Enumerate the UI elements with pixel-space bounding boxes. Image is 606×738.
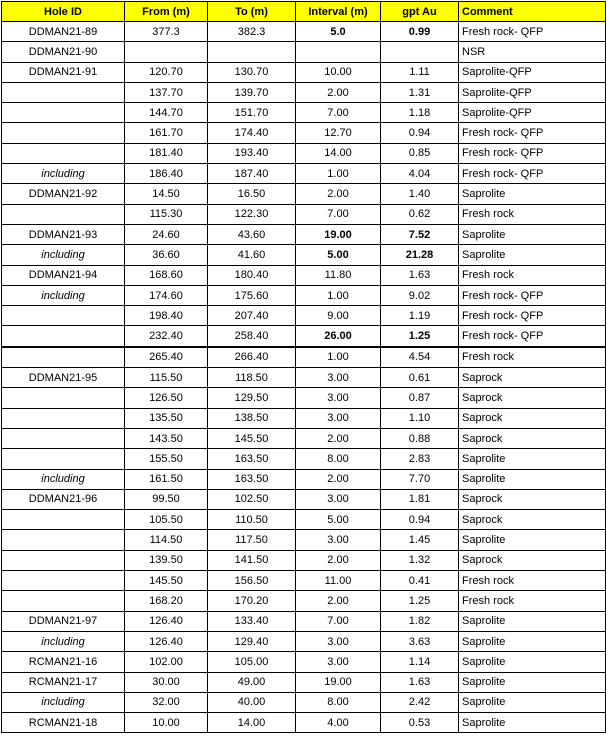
table-row <box>2 204 606 224</box>
cell-hole-id <box>2 143 125 163</box>
cell-comment: Saprock <box>459 368 606 388</box>
table-row <box>2 692 606 712</box>
cell-to: 16.50 <box>208 184 296 204</box>
cell-hole-id: including <box>2 164 125 184</box>
cell-hole-id <box>2 591 125 611</box>
cell-to: 180.40 <box>208 265 296 285</box>
cell-interval: 2.00 <box>296 550 381 570</box>
cell-interval: 11.00 <box>296 571 381 591</box>
table-row <box>2 510 606 530</box>
cell-gpt-au: 1.18 <box>381 103 459 123</box>
cell-interval: 7.00 <box>296 611 381 631</box>
cell-to: 145.50 <box>208 428 296 448</box>
cell-to: 193.40 <box>208 143 296 163</box>
cell-comment: Saprolite <box>459 713 606 733</box>
cell-interval: 1.00 <box>296 347 381 368</box>
cell-hole-id <box>2 449 125 469</box>
cell-to: 170.20 <box>208 591 296 611</box>
table-row <box>2 326 606 347</box>
cell-gpt-au: 1.32 <box>381 550 459 570</box>
cell-comment: Fresh rock- QFP <box>459 22 606 42</box>
cell-to <box>208 42 296 62</box>
cell-hole-id <box>2 123 125 143</box>
table-row <box>2 42 606 62</box>
cell-to: 382.3 <box>208 22 296 42</box>
cell-hole-id: DDMAN21-90 <box>2 42 125 62</box>
cell-comment: NSR <box>459 42 606 62</box>
cell-from: 14.50 <box>125 184 208 204</box>
cell-gpt-au: 4.04 <box>381 164 459 184</box>
cell-to: 40.00 <box>208 692 296 712</box>
cell-comment: Saprolite <box>459 469 606 489</box>
table-row <box>2 489 606 509</box>
cell-comment: Fresh rock <box>459 265 606 285</box>
cell-hole-id: including <box>2 692 125 712</box>
cell-hole-id <box>2 428 125 448</box>
cell-gpt-au: 3.63 <box>381 631 459 651</box>
cell-to: 163.50 <box>208 449 296 469</box>
cell-comment: Fresh rock- QFP <box>459 285 606 305</box>
cell-interval: 1.00 <box>296 285 381 305</box>
cell-to: 102.50 <box>208 489 296 509</box>
cell-comment: Saprock <box>459 428 606 448</box>
cell-interval: 19.00 <box>296 672 381 692</box>
cell-hole-id: DDMAN21-92 <box>2 184 125 204</box>
cell-comment: Fresh rock- QFP <box>459 326 606 347</box>
cell-gpt-au: 1.11 <box>381 62 459 82</box>
cell-interval: 11.80 <box>296 265 381 285</box>
cell-from: 126.40 <box>125 611 208 631</box>
cell-to: 141.50 <box>208 550 296 570</box>
cell-interval: 12.70 <box>296 123 381 143</box>
cell-from: 114.50 <box>125 530 208 550</box>
table-row <box>2 571 606 591</box>
cell-hole-id: RCMAN21-18 <box>2 713 125 733</box>
cell-hole-id <box>2 103 125 123</box>
cell-from: 161.70 <box>125 123 208 143</box>
header-to: To (m) <box>208 2 296 22</box>
cell-from: 168.60 <box>125 265 208 285</box>
cell-to: 133.40 <box>208 611 296 631</box>
cell-interval: 1.00 <box>296 164 381 184</box>
cell-to: 151.70 <box>208 103 296 123</box>
cell-from: 168.20 <box>125 591 208 611</box>
cell-to: 138.50 <box>208 408 296 428</box>
cell-interval: 8.00 <box>296 692 381 712</box>
cell-comment: Saprolite <box>459 184 606 204</box>
cell-interval: 26.00 <box>296 326 381 347</box>
header-row <box>2 2 606 22</box>
cell-comment: Saprock <box>459 388 606 408</box>
cell-hole-id <box>2 347 125 368</box>
cell-from: 139.50 <box>125 550 208 570</box>
cell-comment: Fresh rock <box>459 591 606 611</box>
cell-hole-id <box>2 82 125 102</box>
cell-from: 181.40 <box>125 143 208 163</box>
table-row <box>2 82 606 102</box>
cell-comment: Saprolite <box>459 672 606 692</box>
cell-interval: 2.00 <box>296 591 381 611</box>
cell-interval: 7.00 <box>296 204 381 224</box>
cell-gpt-au: 9.02 <box>381 285 459 305</box>
table-row <box>2 631 606 651</box>
cell-comment: Saprock <box>459 550 606 570</box>
cell-hole-id: including <box>2 469 125 489</box>
cell-to: 129.50 <box>208 388 296 408</box>
cell-interval: 5.00 <box>296 510 381 530</box>
cell-gpt-au: 1.25 <box>381 591 459 611</box>
table-row <box>2 347 606 368</box>
table-row <box>2 428 606 448</box>
cell-hole-id: RCMAN21-16 <box>2 652 125 672</box>
cell-from: 137.70 <box>125 82 208 102</box>
cell-from: 126.40 <box>125 631 208 651</box>
cell-from: 115.50 <box>125 368 208 388</box>
table-row <box>2 164 606 184</box>
cell-to: 266.40 <box>208 347 296 368</box>
table-row <box>2 184 606 204</box>
cell-comment: Saprock <box>459 408 606 428</box>
cell-to: 130.70 <box>208 62 296 82</box>
table-row <box>2 591 606 611</box>
cell-comment: Fresh rock- QFP <box>459 143 606 163</box>
cell-interval: 14.00 <box>296 143 381 163</box>
cell-hole-id <box>2 530 125 550</box>
table-row <box>2 265 606 285</box>
cell-gpt-au: 1.45 <box>381 530 459 550</box>
cell-gpt-au: 1.82 <box>381 611 459 631</box>
cell-to: 117.50 <box>208 530 296 550</box>
cell-from: 186.40 <box>125 164 208 184</box>
cell-gpt-au: 0.94 <box>381 123 459 143</box>
cell-to: 174.40 <box>208 123 296 143</box>
drill-results-table <box>1 1 606 733</box>
table-row <box>2 388 606 408</box>
cell-to: 43.60 <box>208 224 296 244</box>
cell-to: 105.00 <box>208 652 296 672</box>
table-row <box>2 22 606 42</box>
cell-from: 99.50 <box>125 489 208 509</box>
cell-from: 32.00 <box>125 692 208 712</box>
cell-gpt-au: 0.99 <box>381 22 459 42</box>
cell-gpt-au: 2.83 <box>381 449 459 469</box>
cell-hole-id <box>2 550 125 570</box>
cell-interval: 3.00 <box>296 408 381 428</box>
cell-hole-id: DDMAN21-94 <box>2 265 125 285</box>
cell-hole-id: DDMAN21-97 <box>2 611 125 631</box>
cell-from: 144.70 <box>125 103 208 123</box>
cell-hole-id <box>2 388 125 408</box>
cell-comment: Saprolite <box>459 631 606 651</box>
table-row <box>2 469 606 489</box>
cell-gpt-au: 0.94 <box>381 510 459 530</box>
cell-hole-id: including <box>2 245 125 265</box>
cell-gpt-au: 1.10 <box>381 408 459 428</box>
cell-comment: Saprolite <box>459 449 606 469</box>
cell-to: 175.60 <box>208 285 296 305</box>
cell-from: 155.50 <box>125 449 208 469</box>
cell-comment: Fresh rock <box>459 204 606 224</box>
table-row <box>2 285 606 305</box>
table-row <box>2 652 606 672</box>
cell-interval: 3.00 <box>296 388 381 408</box>
cell-interval: 3.00 <box>296 652 381 672</box>
cell-gpt-au: 1.40 <box>381 184 459 204</box>
cell-comment: Saprolite <box>459 611 606 631</box>
cell-from: 143.50 <box>125 428 208 448</box>
table-row <box>2 449 606 469</box>
cell-comment: Fresh rock <box>459 347 606 368</box>
cell-to: 163.50 <box>208 469 296 489</box>
cell-from: 24.60 <box>125 224 208 244</box>
cell-comment: Fresh rock- QFP <box>459 164 606 184</box>
cell-gpt-au: 7.52 <box>381 224 459 244</box>
table-row <box>2 62 606 82</box>
table-row <box>2 123 606 143</box>
cell-comment: Fresh rock- QFP <box>459 123 606 143</box>
table-row <box>2 550 606 570</box>
cell-gpt-au <box>381 42 459 62</box>
cell-hole-id: including <box>2 285 125 305</box>
cell-to: 41.60 <box>208 245 296 265</box>
cell-interval: 5.0 <box>296 22 381 42</box>
table-row <box>2 611 606 631</box>
table-row <box>2 530 606 550</box>
cell-from: 30.00 <box>125 672 208 692</box>
cell-from: 105.50 <box>125 510 208 530</box>
cell-to: 49.00 <box>208 672 296 692</box>
cell-from: 174.60 <box>125 285 208 305</box>
cell-hole-id: DDMAN21-89 <box>2 22 125 42</box>
cell-to: 187.40 <box>208 164 296 184</box>
cell-hole-id <box>2 306 125 326</box>
cell-to: 118.50 <box>208 368 296 388</box>
cell-from: 135.50 <box>125 408 208 428</box>
cell-from: 115.30 <box>125 204 208 224</box>
cell-hole-id: DDMAN21-91 <box>2 62 125 82</box>
cell-hole-id <box>2 326 125 347</box>
table-row <box>2 143 606 163</box>
header-interval: Interval (m) <box>296 2 381 22</box>
table-row <box>2 713 606 733</box>
header-comment: Comment <box>459 2 606 22</box>
cell-gpt-au: 0.41 <box>381 571 459 591</box>
cell-from: 161.50 <box>125 469 208 489</box>
cell-interval: 2.00 <box>296 184 381 204</box>
cell-hole-id <box>2 571 125 591</box>
cell-gpt-au: 0.53 <box>381 713 459 733</box>
cell-gpt-au: 1.19 <box>381 306 459 326</box>
cell-to: 139.70 <box>208 82 296 102</box>
cell-hole-id: DDMAN21-93 <box>2 224 125 244</box>
header-from: From (m) <box>125 2 208 22</box>
cell-gpt-au: 1.63 <box>381 672 459 692</box>
cell-hole-id: RCMAN21-17 <box>2 672 125 692</box>
cell-gpt-au: 0.85 <box>381 143 459 163</box>
cell-comment: Saprolite-QFP <box>459 82 606 102</box>
cell-from: 145.50 <box>125 571 208 591</box>
cell-interval: 19.00 <box>296 224 381 244</box>
cell-from: 126.50 <box>125 388 208 408</box>
cell-comment: Saprolite <box>459 224 606 244</box>
cell-gpt-au: 4.54 <box>381 347 459 368</box>
cell-to: 258.40 <box>208 326 296 347</box>
cell-comment: Saprolite-QFP <box>459 103 606 123</box>
cell-gpt-au: 0.88 <box>381 428 459 448</box>
cell-comment: Saprolite <box>459 245 606 265</box>
cell-to: 14.00 <box>208 713 296 733</box>
cell-from: 10.00 <box>125 713 208 733</box>
cell-hole-id: DDMAN21-96 <box>2 489 125 509</box>
cell-interval: 5.00 <box>296 245 381 265</box>
cell-from: 198.40 <box>125 306 208 326</box>
cell-interval: 3.00 <box>296 631 381 651</box>
cell-hole-id <box>2 204 125 224</box>
cell-from: 265.40 <box>125 347 208 368</box>
cell-hole-id: DDMAN21-95 <box>2 368 125 388</box>
cell-interval <box>296 42 381 62</box>
table-row <box>2 245 606 265</box>
cell-gpt-au: 0.61 <box>381 368 459 388</box>
cell-comment: Saprolite <box>459 530 606 550</box>
cell-from: 120.70 <box>125 62 208 82</box>
cell-interval: 7.00 <box>296 103 381 123</box>
cell-to: 122.30 <box>208 204 296 224</box>
cell-hole-id <box>2 510 125 530</box>
cell-gpt-au: 1.31 <box>381 82 459 102</box>
cell-gpt-au: 21.28 <box>381 245 459 265</box>
cell-interval: 3.00 <box>296 530 381 550</box>
cell-hole-id: including <box>2 631 125 651</box>
cell-gpt-au: 1.63 <box>381 265 459 285</box>
header-gpt-au: gpt Au <box>381 2 459 22</box>
cell-hole-id <box>2 408 125 428</box>
cell-interval: 4.00 <box>296 713 381 733</box>
cell-from <box>125 42 208 62</box>
cell-comment: Fresh rock- QFP <box>459 306 606 326</box>
cell-to: 207.40 <box>208 306 296 326</box>
cell-gpt-au: 7.70 <box>381 469 459 489</box>
cell-interval: 10.00 <box>296 62 381 82</box>
cell-interval: 2.00 <box>296 428 381 448</box>
cell-interval: 9.00 <box>296 306 381 326</box>
cell-gpt-au: 0.87 <box>381 388 459 408</box>
cell-to: 156.50 <box>208 571 296 591</box>
cell-to: 129.40 <box>208 631 296 651</box>
table-row <box>2 368 606 388</box>
cell-gpt-au: 0.62 <box>381 204 459 224</box>
cell-to: 110.50 <box>208 510 296 530</box>
cell-from: 36.60 <box>125 245 208 265</box>
cell-interval: 3.00 <box>296 489 381 509</box>
cell-comment: Fresh rock <box>459 571 606 591</box>
table-row <box>2 306 606 326</box>
cell-comment: Saprock <box>459 489 606 509</box>
cell-from: 102.00 <box>125 652 208 672</box>
cell-gpt-au: 2.42 <box>381 692 459 712</box>
cell-from: 232.40 <box>125 326 208 347</box>
cell-comment: Saprolite <box>459 692 606 712</box>
table-row <box>2 672 606 692</box>
cell-comment: Saprolite <box>459 652 606 672</box>
cell-gpt-au: 1.25 <box>381 326 459 347</box>
cell-interval: 3.00 <box>296 368 381 388</box>
cell-interval: 2.00 <box>296 82 381 102</box>
cell-comment: Saprolite-QFP <box>459 62 606 82</box>
table-row <box>2 224 606 244</box>
cell-interval: 2.00 <box>296 469 381 489</box>
cell-interval: 8.00 <box>296 449 381 469</box>
cell-from: 377.3 <box>125 22 208 42</box>
cell-comment: Saprock <box>459 510 606 530</box>
table-row <box>2 103 606 123</box>
table-body <box>2 22 606 733</box>
cell-gpt-au: 1.14 <box>381 652 459 672</box>
header-hole-id: Hole ID <box>2 2 125 22</box>
table-row <box>2 408 606 428</box>
cell-gpt-au: 1.81 <box>381 489 459 509</box>
